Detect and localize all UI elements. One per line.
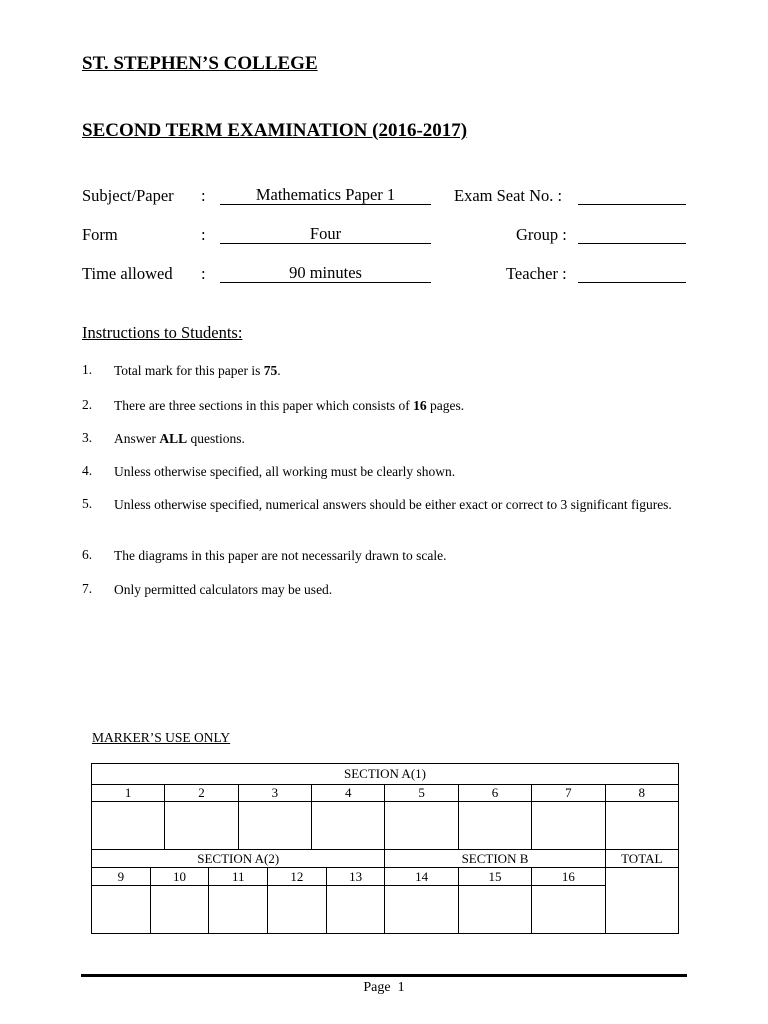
question-number-cell: 11 <box>209 868 268 886</box>
time-label: Time allowed <box>82 264 173 283</box>
question-number-cell: 12 <box>268 868 327 886</box>
instruction-text <box>114 496 686 513</box>
instruction-bold-part: 75 <box>263 363 278 378</box>
question-number-cell: 15 <box>458 868 531 886</box>
question-number-cell: 14 <box>385 868 458 886</box>
mark-box[interactable] <box>532 886 605 934</box>
subject-colon: : <box>201 186 206 205</box>
mark-box[interactable] <box>268 886 327 934</box>
instruction-text-part: The diagrams in this paper are not necessarily drawn to scale. <box>114 548 447 563</box>
instruction-number: 1. <box>82 362 93 377</box>
subject-label: Subject/Paper <box>82 186 174 205</box>
footer-rule <box>81 974 687 977</box>
instruction-number: 5. <box>82 496 93 511</box>
group-blank[interactable] <box>578 225 686 244</box>
instruction-number: 4. <box>82 463 93 478</box>
instruction-number: 3. <box>82 430 93 445</box>
total-mark-box[interactable] <box>605 868 678 934</box>
page-label: Page <box>363 980 391 995</box>
mark-box[interactable] <box>458 886 531 934</box>
instruction-text <box>114 397 686 414</box>
instruction-bold-part: 16 <box>413 398 427 413</box>
instruction-bold-part: ALL <box>159 431 188 446</box>
instruction-text-part: Total mark for this paper is <box>114 363 264 378</box>
markers-use-only: MARKER’S USE ONLY <box>92 730 231 745</box>
instruction-text <box>114 430 686 447</box>
exam-title: SECOND TERM EXAMINATION (2016-2017) <box>82 120 468 141</box>
instruction-text <box>114 463 686 480</box>
instruction-text-part: Unless otherwise specified, numerical answers should be either exact or correct to 3 significant figures. <box>114 497 672 512</box>
mark-box[interactable] <box>92 802 165 850</box>
form-label: Form <box>82 225 118 244</box>
mark-box[interactable] <box>238 802 311 850</box>
mark-box[interactable] <box>209 886 268 934</box>
instruction-text-part: questions. <box>187 431 245 446</box>
question-number-cell: 10 <box>150 868 209 886</box>
mark-box[interactable] <box>165 802 238 850</box>
question-number-cell: 8 <box>605 785 678 802</box>
marker-table <box>91 763 679 934</box>
group-label: Group : <box>516 225 567 244</box>
instruction-text-part: There are three sections in this paper which consists of <box>114 398 414 413</box>
instruction-text-part: Unless otherwise specified, all working must be clearly shown. <box>114 464 456 479</box>
time-colon: : <box>201 264 206 283</box>
question-number-cell: 5 <box>385 785 458 802</box>
instruction-text <box>114 547 686 564</box>
instruction-text-part: pages. <box>426 398 465 413</box>
section-b-header: SECTION B <box>385 850 605 868</box>
mark-box[interactable] <box>150 886 209 934</box>
instruction-text <box>114 362 686 379</box>
instruction-text-part: Answer <box>114 431 160 446</box>
question-number-cell: 3 <box>238 785 311 802</box>
question-number-cell: 2 <box>165 785 238 802</box>
question-number-cell: 4 <box>312 785 385 802</box>
page-footer <box>0 980 768 996</box>
instruction-number: 7. <box>82 581 93 596</box>
mark-box[interactable] <box>385 802 458 850</box>
question-number-cell: 1 <box>92 785 165 802</box>
instruction-text-part: . <box>277 363 281 378</box>
mark-box[interactable] <box>458 802 531 850</box>
exam-seat-label: Exam Seat No. : <box>454 186 563 205</box>
mark-box[interactable] <box>605 802 678 850</box>
section-a2-header: SECTION A(2) <box>92 850 385 868</box>
school-name: ST. STEPHEN’S COLLEGE <box>82 53 318 74</box>
exam-seat-blank[interactable] <box>578 186 686 205</box>
question-number-cell: 13 <box>326 868 385 886</box>
mark-box[interactable] <box>326 886 385 934</box>
mark-box[interactable] <box>532 802 605 850</box>
instruction-text-part: Only permitted calculators may be used. <box>114 582 333 597</box>
form-colon: : <box>201 225 206 244</box>
instruction-number: 6. <box>82 547 93 562</box>
page-number: 1 <box>397 980 405 995</box>
subject-value: Mathematics Paper 1 <box>220 186 431 205</box>
question-number-cell: 6 <box>458 785 531 802</box>
total-header: TOTAL <box>605 850 678 868</box>
question-number-cell: 9 <box>92 868 151 886</box>
mark-box[interactable] <box>312 802 385 850</box>
mark-box[interactable] <box>385 886 458 934</box>
mark-box[interactable] <box>92 886 151 934</box>
instruction-number: 2. <box>82 397 93 412</box>
instructions-title: Instructions to Students: <box>82 323 243 342</box>
time-value: 90 minutes <box>220 264 431 283</box>
question-number-cell: 16 <box>532 868 605 886</box>
instruction-text <box>114 581 686 598</box>
section-a1-header: SECTION A(1) <box>92 764 679 785</box>
teacher-label: Teacher : <box>506 264 567 283</box>
question-number-cell: 7 <box>532 785 605 802</box>
form-value: Four <box>220 225 431 244</box>
teacher-blank[interactable] <box>578 264 686 283</box>
